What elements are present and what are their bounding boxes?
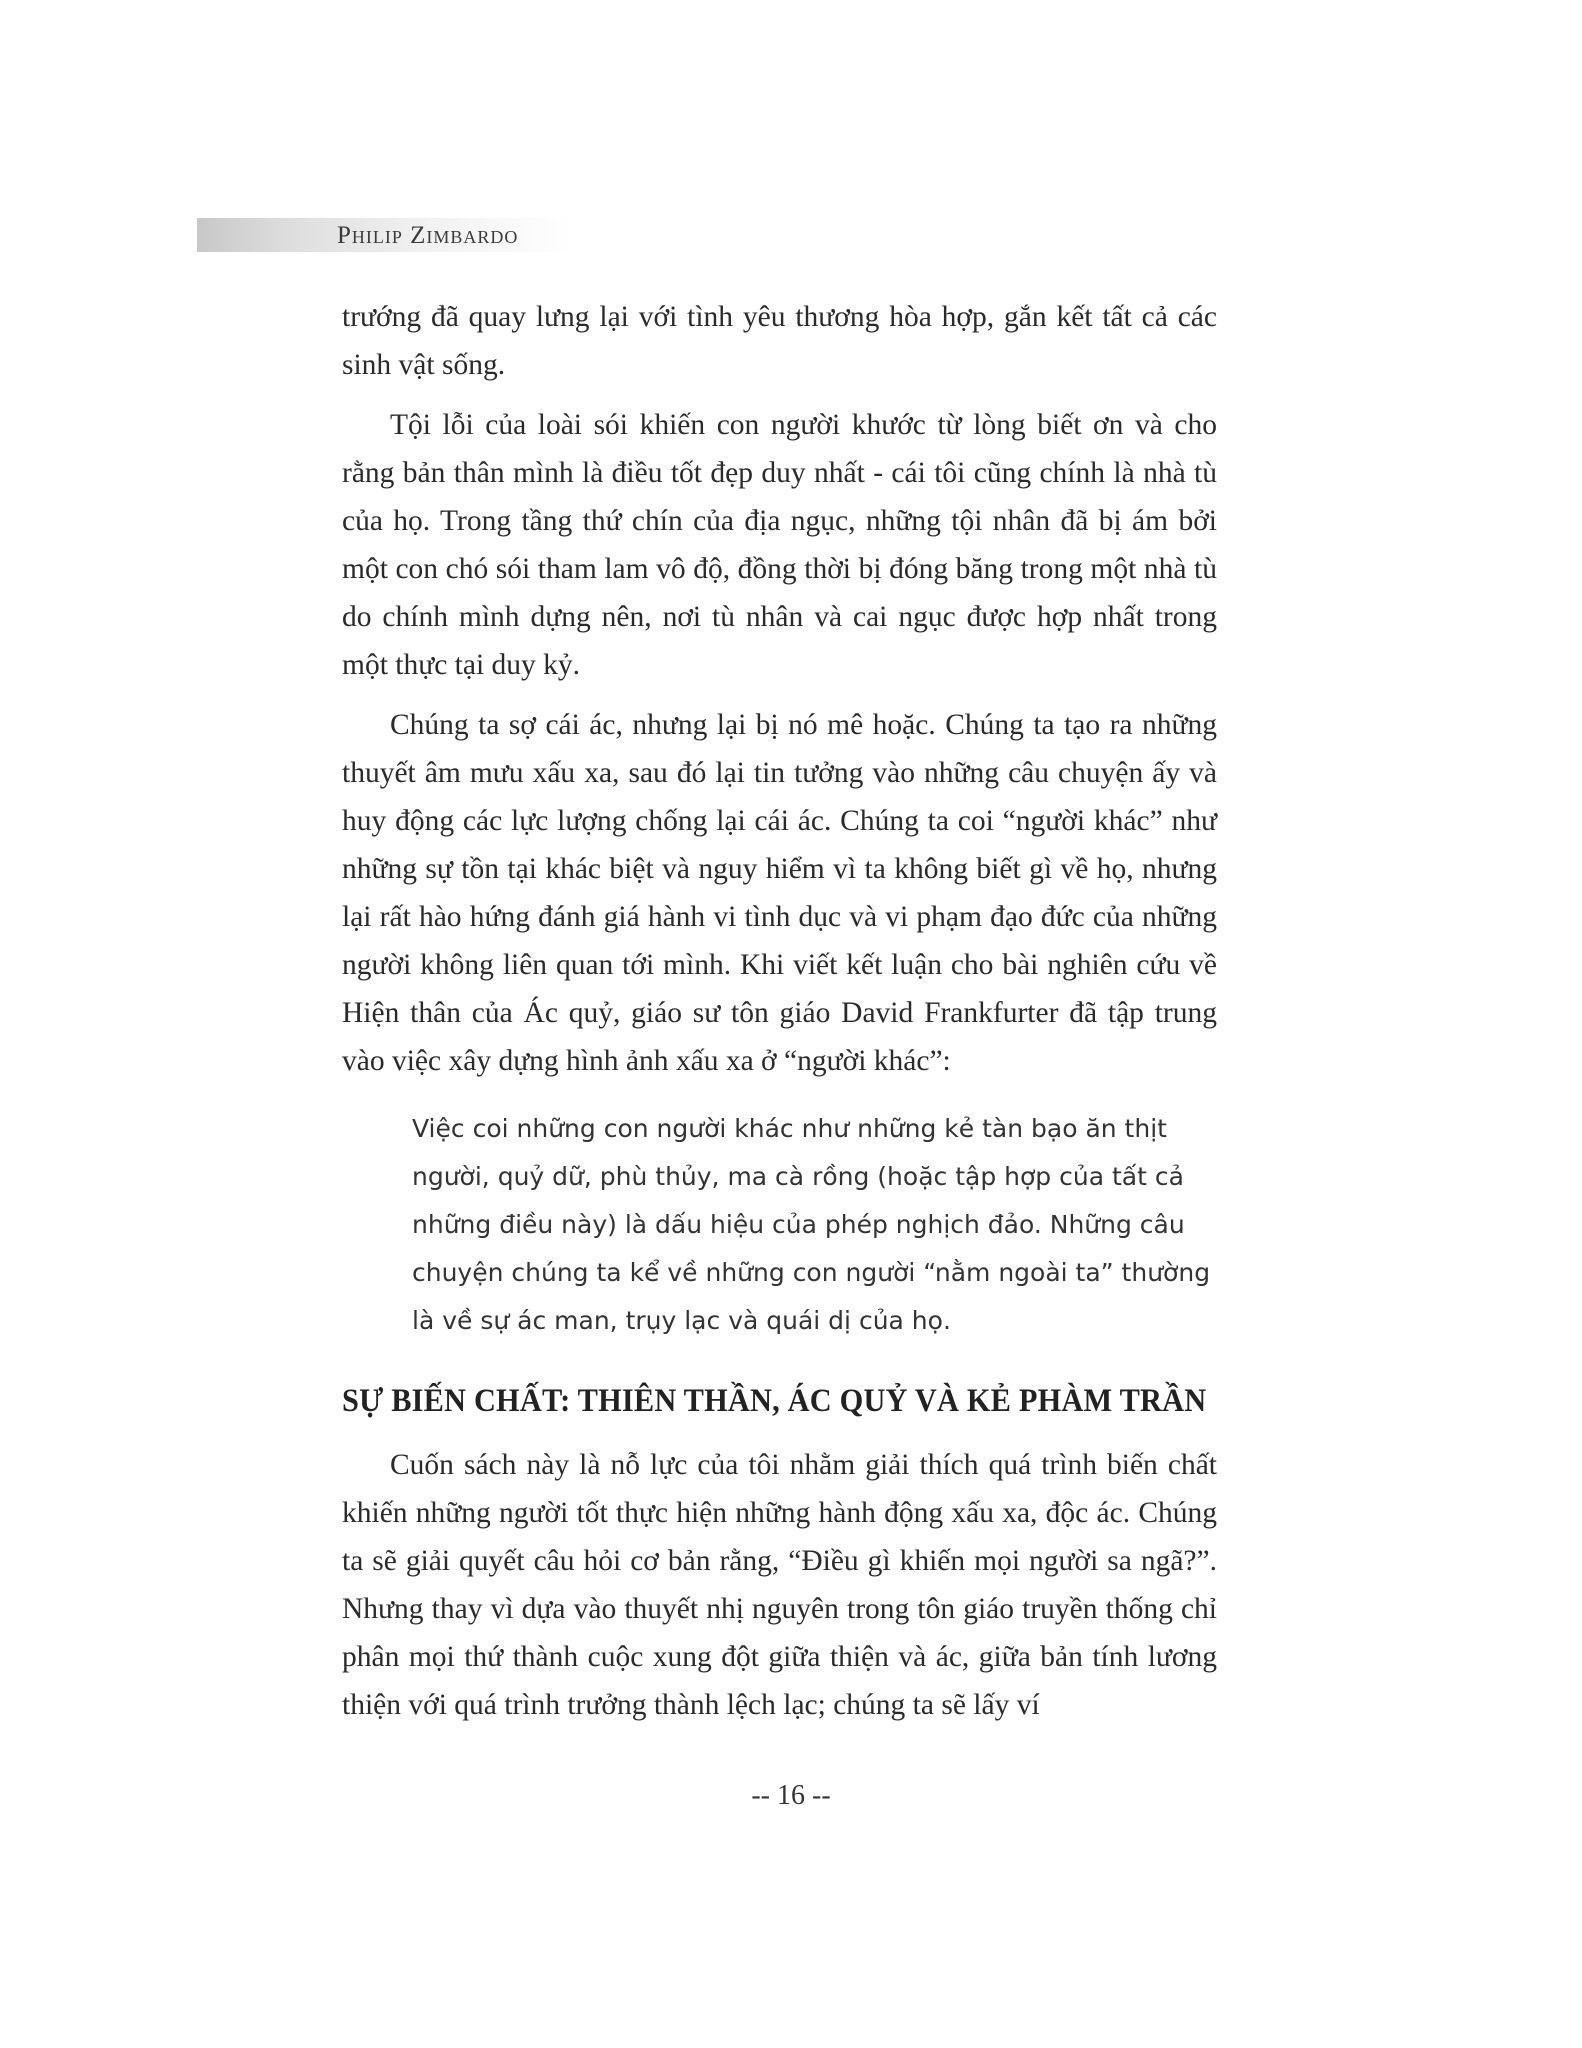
block-quote: Việc coi những con người khác như những kẻ tàn bạo ăn thịt người, quỷ dữ, phù thủy, ma cà rồng (hoặc tập hợp của tất cả những điều này) là dấu hiệu của phép nghịch đảo. Những câu chuyện chúng ta kể về những con người “nằm ngoài ta” thường là về sự ác man, trụy lạc và quái dị của họ. [412, 1114, 1211, 1335]
header-author: Philip Zimbardo [337, 222, 519, 249]
section-heading: SỰ BIẾN CHẤT: THIÊN THẦN, ÁC QUỶ VÀ KẺ PHÀM TRẦN [342, 1383, 1207, 1419]
page-body [342, 293, 1217, 1741]
running-header [197, 218, 573, 252]
paragraph: Cuốn sách này là nỗ lực của tôi nhằm giải thích quá trình biến chất khiến những người tốt thực hiện những hành động xấu xa, độc ác. Chúng ta sẽ giải quyết câu hỏi cơ bản rằng, “Điều gì khiến mọi người sa ngã?”. Nhưng thay vì dựa vào thuyết nhị nguyên trong tôn giáo truyền thống chỉ phân mọi thứ thành cuộc xung đột giữa thiện và ác, giữa bản tính lương thiện với quá trình trưởng thành lệch lạc; chúng ta sẽ lấy ví [342, 1449, 1217, 1721]
paragraph-continued: trướng đã quay lưng lại với tình yêu thương hòa hợp, gắn kết tất cả các sinh vật sống. [342, 301, 1217, 381]
page-number: -- 16 -- [751, 1780, 831, 1811]
paragraph: Tội lỗi của loài sói khiến con người khước từ lòng biết ơn và cho rằng bản thân mình là điều tốt đẹp duy nhất - cái tôi cũng chính là nhà tù của họ. Trong tầng thứ chín của địa ngục, những tội nhân đã bị ám bởi một con chó sói tham lam vô độ, đồng thời bị đóng băng trong một nhà tù do chính mình dựng nên, nơi tù nhân và cai ngục được hợp nhất trong một thực tại duy kỷ. [342, 409, 1217, 681]
paragraph: Chúng ta sợ cái ác, nhưng lại bị nó mê hoặc. Chúng ta tạo ra những thuyết âm mưu xấu xa, sau đó lại tin tưởng vào những câu chuyện ấy và huy động các lực lượng chống lại cái ác. Chúng ta coi “người khác” như những sự tồn tại khác biệt và nguy hiểm vì ta không biết gì về họ, nhưng lại rất hào hứng đánh giá hành vi tình dục và vi phạm đạo đức của những người không liên quan tới mình. Khi viết kết luận cho bài nghiên cứu về Hiện thân của Ác quỷ, giáo sư tôn giáo David Frankfurter đã tập trung vào việc xây dựng hình ảnh xấu xa ở “người khác”: [342, 709, 1217, 1077]
